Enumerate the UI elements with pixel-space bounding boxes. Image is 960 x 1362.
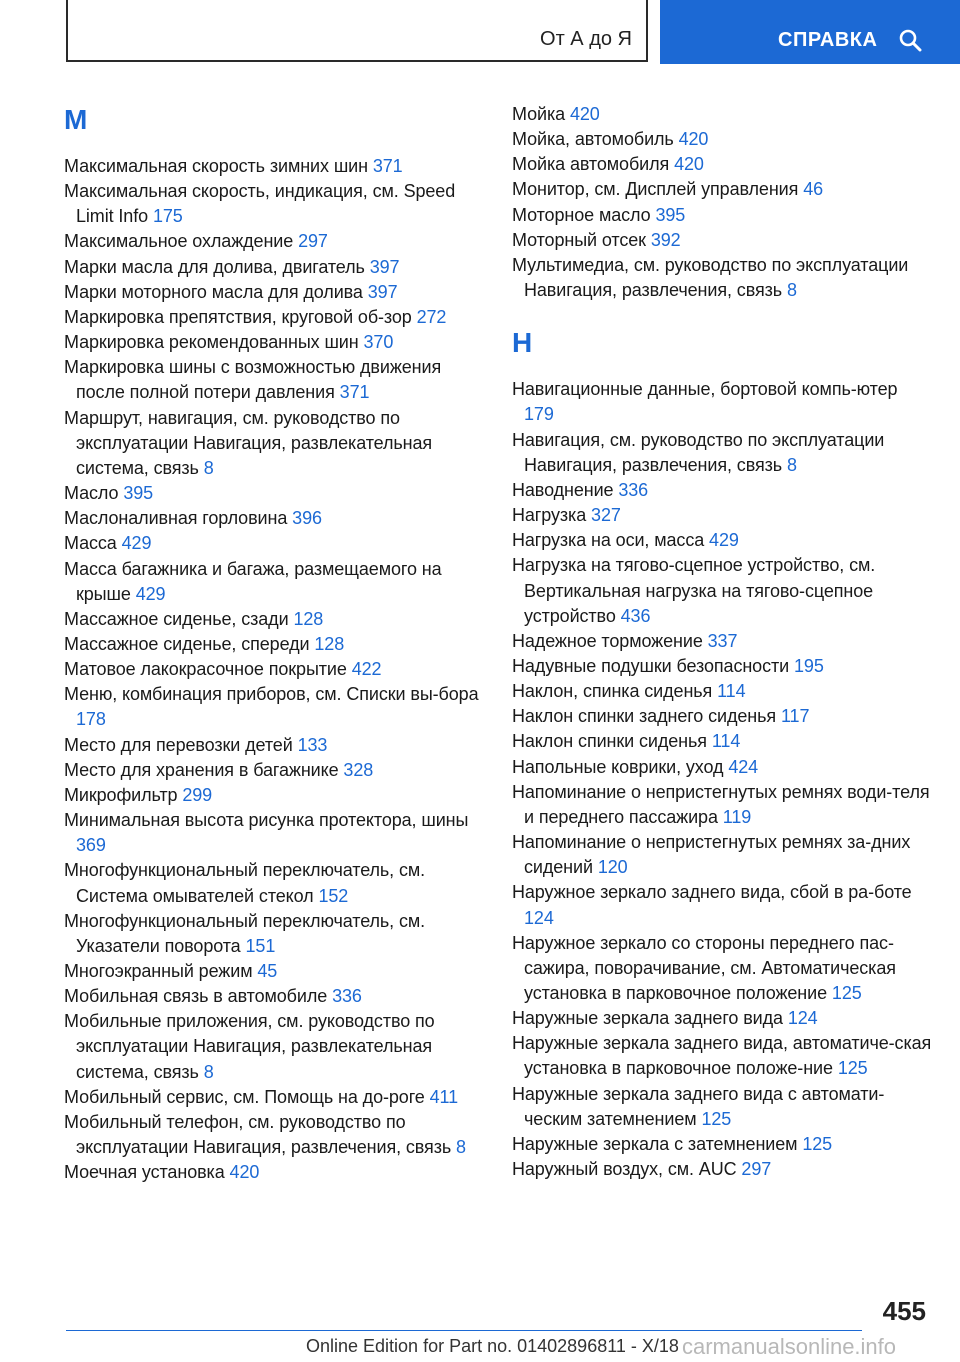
index-entry-text: Наводнение bbox=[512, 479, 619, 500]
index-entry-text: Масло bbox=[64, 483, 124, 504]
page-reference-link[interactable]: 8 bbox=[203, 457, 214, 478]
index-entry-text: Масса bbox=[64, 533, 122, 554]
index-entry-text: Напоминание о непристегнутых ремнях за-дних сидений bbox=[512, 832, 911, 878]
index-entry-text: Многофункциональный переключатель, см. Указатели поворота bbox=[64, 910, 426, 956]
index-entry bbox=[64, 506, 484, 531]
index-entry bbox=[512, 1082, 932, 1132]
index-entry bbox=[512, 755, 932, 780]
index-entry bbox=[64, 909, 484, 959]
index-entry bbox=[64, 607, 484, 632]
index-entry bbox=[64, 682, 484, 732]
page-reference-link[interactable]: 397 bbox=[367, 281, 398, 302]
index-entry bbox=[512, 704, 932, 729]
index-entry-text: Напоминание о непристегнутых ремнях води-теля и переднего пассажира bbox=[512, 781, 930, 827]
page-reference-link[interactable]: 327 bbox=[591, 505, 621, 526]
index-entry-text: Наружные зеркала заднего вида с автомати-ческим затемнением bbox=[512, 1083, 885, 1129]
page-reference-link[interactable]: 395 bbox=[655, 204, 686, 225]
page-reference-link[interactable]: 114 bbox=[717, 681, 746, 702]
index-entry-text: Маршрут, навигация, см. руководство по эксплуатации Навигация, развлекательная система, связь bbox=[64, 407, 433, 478]
index-entry bbox=[64, 179, 484, 229]
index-entry bbox=[512, 1157, 932, 1182]
index-entry-text: Марки масла для долива, двигатель bbox=[64, 256, 370, 277]
page-reference-link[interactable]: 8 bbox=[786, 280, 797, 301]
page-reference-link[interactable]: 429 bbox=[121, 533, 152, 554]
page-reference-link[interactable]: 124 bbox=[787, 1008, 818, 1029]
index-entry-text: Мобильный сервис, см. Помощь на до-роге bbox=[64, 1086, 430, 1107]
az-index-tab-label: От А до Я bbox=[540, 28, 632, 50]
index-entry bbox=[64, 255, 484, 280]
index-entry-text: Наружное зеркало со стороны переднего пас-сажира, поворачивание, см. Автоматическая установка в парковочное положение bbox=[512, 932, 896, 1003]
page-reference-link[interactable]: 429 bbox=[135, 583, 166, 604]
index-entry bbox=[64, 783, 484, 808]
index-entry bbox=[512, 830, 932, 880]
index-entry bbox=[64, 733, 484, 758]
index-entry bbox=[512, 428, 932, 478]
page-reference-link[interactable]: 420 bbox=[229, 1162, 260, 1183]
page-reference-link[interactable]: 179 bbox=[524, 404, 554, 425]
index-entry-text: Место для перевозки детей bbox=[64, 734, 298, 755]
footer-divider bbox=[66, 1330, 862, 1331]
index-entry-text: Маркировка шины с возможностью движения после полной потери давления bbox=[64, 357, 442, 403]
index-entry bbox=[512, 780, 932, 830]
index-entry-text: Мойка автомобиля bbox=[512, 154, 675, 175]
index-entry bbox=[512, 478, 932, 503]
index-entry-list bbox=[512, 102, 932, 303]
index-entry bbox=[64, 229, 484, 254]
index-entry-text: Многофункциональный переключатель, см. Система омывателей стекол bbox=[64, 860, 426, 906]
index-entry-text: Максимальная скорость зимних шин bbox=[64, 156, 373, 176]
index-entry-text: Маркировка рекомендованных шин bbox=[64, 332, 364, 353]
index-entry bbox=[64, 758, 484, 783]
index-entry-text: Мойка bbox=[512, 104, 570, 124]
index-entry bbox=[64, 984, 484, 1009]
index-entry bbox=[64, 406, 484, 481]
index-entry bbox=[512, 228, 932, 253]
page-reference-link[interactable]: 195 bbox=[794, 655, 824, 676]
page-reference-link[interactable]: 178 bbox=[76, 709, 106, 730]
index-entry bbox=[512, 1006, 932, 1031]
page-reference-link[interactable]: 114 bbox=[711, 731, 741, 752]
page-reference-link[interactable]: 370 bbox=[363, 332, 394, 353]
index-entry-text: Нагрузка на тягово-сцепное устройство, см. Вертикальная нагрузка на тягово-сцепное устройство bbox=[512, 555, 876, 626]
index-entry bbox=[512, 253, 932, 303]
page-reference-link[interactable]: 396 bbox=[292, 508, 322, 529]
page-reference-link[interactable]: 424 bbox=[728, 756, 759, 777]
index-entry-text: Маслоналивная горловина bbox=[64, 508, 293, 529]
index-entry-text: Максимальная скорость, индикация, см. Speed Limit Info bbox=[64, 181, 456, 227]
index-entry-text: Моторное масло bbox=[512, 204, 656, 225]
index-entry-text: Максимальное охлаждение bbox=[64, 231, 299, 252]
index-entry-text: Наклон спинки сиденья bbox=[512, 731, 712, 752]
index-entry bbox=[512, 654, 932, 679]
index-entry bbox=[512, 1031, 932, 1081]
index-entry bbox=[64, 1110, 484, 1160]
index-column-left bbox=[64, 102, 484, 1185]
page-reference-link[interactable]: 395 bbox=[123, 483, 154, 504]
page-reference-link[interactable]: 117 bbox=[780, 706, 810, 727]
page-reference-link[interactable]: 175 bbox=[152, 206, 183, 227]
page-reference-link[interactable]: 422 bbox=[351, 659, 382, 680]
index-entry-text: Марки моторного масла для долива bbox=[64, 281, 368, 302]
index-entry bbox=[64, 858, 484, 908]
page-reference-link[interactable]: 125 bbox=[831, 983, 862, 1003]
index-entry-text: Моторный отсек bbox=[512, 229, 651, 250]
az-index-tab[interactable] bbox=[66, 0, 648, 62]
page-reference-link[interactable]: 125 bbox=[802, 1133, 833, 1154]
help-tab[interactable] bbox=[660, 0, 960, 64]
index-entry-text: Надувные подушки безопасности bbox=[512, 655, 794, 676]
index-entry-text: Массажное сиденье, сзади bbox=[64, 608, 294, 629]
index-entry-text: Наклон, спинка сиденья bbox=[512, 681, 718, 702]
index-entry bbox=[64, 280, 484, 305]
help-tab-label: СПРАВКА bbox=[778, 29, 878, 51]
index-entry bbox=[64, 531, 484, 556]
index-entry bbox=[512, 553, 932, 628]
page-reference-link[interactable]: 336 bbox=[332, 986, 362, 1007]
section-letter-n: H bbox=[512, 327, 533, 359]
index-entry-text: Многоэкранный режим bbox=[64, 961, 258, 981]
index-entry-text: Мобильные приложения, см. руководство по эксплуатации Навигация, развлекательная система, связь bbox=[64, 1011, 435, 1082]
page-reference-link[interactable]: 45 bbox=[257, 961, 278, 981]
page-reference-link[interactable]: 328 bbox=[343, 759, 374, 780]
page-reference-link[interactable]: 429 bbox=[709, 530, 739, 551]
index-entry-text: Монитор, см. Дисплей управления bbox=[512, 179, 804, 200]
section-letter-m: M bbox=[64, 104, 88, 135]
page-reference-link[interactable]: 299 bbox=[182, 784, 213, 805]
index-entry-text: Мойка, автомобиль bbox=[512, 129, 679, 150]
page-number: 455 bbox=[882, 1296, 926, 1326]
index-entry bbox=[512, 528, 932, 553]
index-entry-text: Надежное торможение bbox=[512, 630, 708, 651]
page-reference-link[interactable]: 336 bbox=[618, 479, 649, 500]
index-entry bbox=[64, 154, 484, 179]
index-entry bbox=[512, 152, 932, 177]
index-entry-text: Масса багажника и багажа, размещаемого на крыше bbox=[64, 558, 442, 604]
index-entry bbox=[512, 102, 932, 127]
index-entry-text: Нагрузка на оси, масса bbox=[512, 530, 710, 551]
index-column-right bbox=[512, 102, 932, 1182]
index-entry bbox=[64, 557, 484, 607]
index-entry-text: Наружные зеркала заднего вида bbox=[512, 1008, 788, 1029]
page-reference-link[interactable]: 152 bbox=[318, 885, 349, 906]
page-reference-link[interactable]: 125 bbox=[837, 1058, 868, 1079]
page-reference-link[interactable]: 337 bbox=[707, 630, 738, 651]
page-reference-link[interactable]: 369 bbox=[76, 835, 106, 856]
page-reference-link[interactable]: 128 bbox=[314, 633, 345, 654]
index-entry bbox=[64, 305, 484, 330]
page-reference-link[interactable]: 46 bbox=[803, 179, 824, 200]
page-reference-link[interactable]: 119 bbox=[722, 806, 752, 827]
page-reference-link[interactable]: 420 bbox=[678, 129, 709, 150]
page-reference-link[interactable]: 397 bbox=[369, 256, 400, 277]
page-reference-link[interactable]: 297 bbox=[298, 231, 328, 252]
page-reference-link[interactable]: 371 bbox=[339, 382, 370, 403]
search-icon[interactable] bbox=[898, 28, 922, 52]
page-reference-link[interactable]: 128 bbox=[293, 608, 324, 629]
index-entry-text: Мобильный телефон, см. руководство по эксплуатации Навигация, развлечения, связь bbox=[64, 1111, 457, 1158]
index-entry-text: Меню, комбинация приборов, см. Списки вы-бора bbox=[64, 684, 479, 705]
index-entry-text: Мобильная связь в автомобиле bbox=[64, 986, 333, 1007]
index-entry bbox=[512, 931, 932, 1006]
index-entry-text: Наружное зеркало заднего вида, сбой в ра-боте bbox=[512, 882, 912, 903]
page-reference-link[interactable]: 420 bbox=[674, 154, 704, 175]
index-entry bbox=[512, 503, 932, 528]
page-reference-link[interactable]: 297 bbox=[741, 1159, 772, 1180]
index-entry-text: Напольные коврики, уход bbox=[512, 756, 729, 777]
index-entry-text: Наружный воздух, см. AUC bbox=[512, 1159, 742, 1180]
page-reference-link[interactable]: 371 bbox=[372, 156, 403, 176]
page-reference-link[interactable]: 125 bbox=[701, 1108, 732, 1129]
index-entry bbox=[512, 679, 932, 704]
index-entry bbox=[64, 808, 484, 858]
page-reference-link[interactable]: 133 bbox=[297, 734, 328, 755]
index-entry bbox=[64, 330, 484, 355]
index-entry-text: Место для хранения в багажнике bbox=[64, 759, 344, 780]
page-reference-link[interactable]: 124 bbox=[524, 907, 554, 928]
index-entry bbox=[512, 203, 932, 228]
index-entry bbox=[512, 729, 932, 754]
index-entry bbox=[64, 355, 484, 405]
index-entry-text: Наружные зеркала заднего вида, автоматиче-ская установка в парковочное положе-ние bbox=[512, 1033, 932, 1079]
page-reference-link[interactable]: 8 bbox=[786, 454, 797, 475]
edition-info: Online Edition for Part no. 01402896811 - X/18 bbox=[306, 1336, 679, 1356]
page-reference-link[interactable]: 420 bbox=[569, 104, 600, 124]
index-entry bbox=[64, 1160, 484, 1185]
index-entry-text: Минимальная высота рисунка протектора, шины bbox=[64, 810, 469, 831]
index-entry-text: Наружные зеркала с затемнением bbox=[512, 1133, 803, 1154]
page-reference-link[interactable]: 272 bbox=[416, 306, 447, 327]
index-entry-text: Мультимедиа, см. руководство по эксплуатации Навигация, развлечения, связь bbox=[512, 254, 909, 301]
index-entry-text: Массажное сиденье, спереди bbox=[64, 633, 315, 654]
index-entry-text: Навигационные данные, бортовой компь-ютер bbox=[512, 379, 898, 400]
index-entry bbox=[512, 177, 932, 202]
page-reference-link[interactable]: 8 bbox=[456, 1137, 466, 1158]
page-reference-link[interactable]: 8 bbox=[203, 1061, 214, 1082]
page-reference-link[interactable]: 392 bbox=[650, 229, 681, 250]
index-entry bbox=[512, 127, 932, 152]
index-entry bbox=[512, 629, 932, 654]
index-entry bbox=[512, 880, 932, 930]
index-entry-text: Микрофильтр bbox=[64, 784, 183, 805]
index-entry bbox=[64, 1009, 484, 1084]
watermark: carmanualsonline.info bbox=[682, 1334, 897, 1359]
index-entry bbox=[64, 657, 484, 682]
index-entry bbox=[512, 377, 932, 427]
index-entry-text: Маркировка препятствия, круговой об-зор bbox=[64, 306, 417, 327]
page-reference-link[interactable]: 151 bbox=[245, 935, 276, 956]
index-entry bbox=[64, 1085, 484, 1110]
index-entry bbox=[64, 632, 484, 657]
index-entry bbox=[64, 481, 484, 506]
page-reference-link[interactable]: 120 bbox=[597, 857, 628, 878]
index-entry-text: Нагрузка bbox=[512, 505, 592, 526]
index-entry-text: Навигация, см. руководство по эксплуатации Навигация, развлечения, связь bbox=[512, 429, 885, 475]
index-entry bbox=[512, 1132, 932, 1157]
index-entry-text: Матовое лакокрасочное покрытие bbox=[64, 659, 352, 680]
index-entry-text: Наклон спинки заднего сиденья bbox=[512, 706, 781, 727]
page-reference-link[interactable]: 411 bbox=[429, 1086, 458, 1107]
index-entry bbox=[64, 959, 484, 984]
page-reference-link[interactable]: 436 bbox=[620, 605, 651, 626]
index-entry-list bbox=[64, 154, 484, 1185]
index-entry-text: Моечная установка bbox=[64, 1162, 230, 1183]
index-entry-list bbox=[512, 377, 932, 1182]
